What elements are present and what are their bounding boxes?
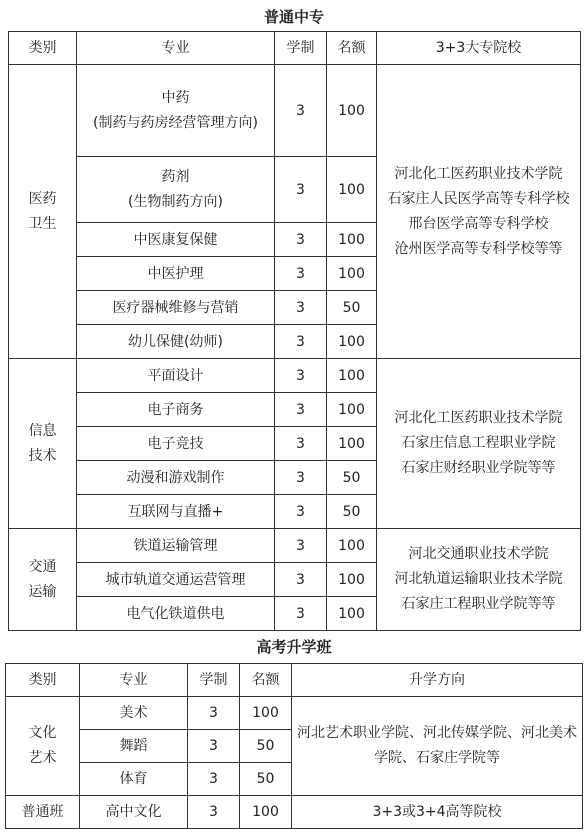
table-header-row	[6, 664, 583, 697]
major-cell: 中医康复保健	[77, 223, 275, 257]
quota-cell: 100	[240, 796, 292, 829]
quota-cell: 50	[240, 730, 292, 763]
schools-cell: 河北化工医药职业技术学院 石家庄人民医学高等专科学校 邢台医学高等专科学校 沧州医学高等专科学校等等	[377, 65, 581, 359]
years-cell: 3	[275, 529, 327, 563]
major-cell: 电气化铁道供电	[77, 597, 275, 631]
major-cell: 体育	[80, 763, 188, 796]
major-cell: 互联网与直播+	[77, 495, 275, 529]
category-cell: 信息 技术	[9, 359, 77, 529]
years-cell: 3	[275, 359, 327, 393]
years-cell: 3	[188, 730, 240, 763]
years-cell: 3	[275, 597, 327, 631]
years-cell: 3	[275, 325, 327, 359]
header-major: 专业	[80, 664, 188, 697]
major-cell: 药剂 (生物制药方向)	[77, 157, 275, 223]
quota-cell: 100	[327, 257, 377, 291]
header-years: 学制	[188, 664, 240, 697]
major-cell: 舞蹈	[80, 730, 188, 763]
header-years: 学制	[275, 32, 327, 65]
header-direction: 升学方向	[292, 664, 583, 697]
major-cell: 中医护理	[77, 257, 275, 291]
table-row	[6, 697, 583, 730]
years-cell: 3	[275, 427, 327, 461]
category-cell: 文化 艺术	[6, 697, 80, 796]
quota-cell: 100	[327, 359, 377, 393]
header-category: 类别	[9, 32, 77, 65]
quota-cell: 100	[327, 563, 377, 597]
section1-title: 普通中专	[263, 8, 324, 26]
years-cell: 3	[188, 763, 240, 796]
years-cell: 3	[188, 697, 240, 730]
direction-cell: 3+3或3+4高等院校	[292, 796, 583, 829]
quota-cell: 100	[327, 427, 377, 461]
quota-cell: 100	[327, 223, 377, 257]
years-cell: 3	[188, 796, 240, 829]
header-category: 类别	[6, 664, 80, 697]
table-row	[6, 796, 583, 829]
quota-cell: 50	[327, 291, 377, 325]
major-cell: 中药 (制药与药房经营管理方向)	[77, 65, 275, 157]
table-row	[9, 529, 581, 563]
direction-cell: 河北艺术职业学院、河北传媒学院、河北美术学院、石家庄学院等	[292, 697, 583, 796]
header-quota: 名额	[327, 32, 377, 65]
gaokao-table	[5, 663, 583, 829]
quota-cell: 100	[327, 597, 377, 631]
quota-cell: 100	[327, 529, 377, 563]
years-cell: 3	[275, 393, 327, 427]
schools-cell: 河北化工医药职业技术学院 石家庄信息工程职业学院 石家庄财经职业学院等等	[377, 359, 581, 529]
years-cell: 3	[275, 65, 327, 157]
table-header-row	[9, 32, 581, 65]
vocational-table	[8, 31, 581, 631]
category-cell: 普通班	[6, 796, 80, 829]
quota-cell: 100	[240, 697, 292, 730]
quota-cell: 100	[327, 65, 377, 157]
quota-cell: 100	[327, 157, 377, 223]
years-cell: 3	[275, 461, 327, 495]
header-quota: 名额	[240, 664, 292, 697]
category-cell: 医药 卫生	[9, 65, 77, 359]
years-cell: 3	[275, 257, 327, 291]
quota-cell: 50	[327, 495, 377, 529]
years-cell: 3	[275, 291, 327, 325]
table-row	[9, 359, 581, 393]
major-cell: 铁道运输管理	[77, 529, 275, 563]
section2-title: 高考升学班	[256, 638, 332, 656]
quota-cell: 100	[327, 325, 377, 359]
major-cell: 医疗器械维修与营销	[77, 291, 275, 325]
major-cell: 电子商务	[77, 393, 275, 427]
major-cell: 城市轨道交通运营管理	[77, 563, 275, 597]
schools-cell: 河北交通职业技术学院 河北轨道运输职业技术学院 石家庄工程职业学院等等	[377, 529, 581, 631]
header-schools: 3+3大专院校	[377, 32, 581, 65]
years-cell: 3	[275, 223, 327, 257]
years-cell: 3	[275, 157, 327, 223]
years-cell: 3	[275, 495, 327, 529]
quota-cell: 50	[327, 461, 377, 495]
table-row	[9, 65, 581, 157]
major-cell: 幼儿保健(幼师)	[77, 325, 275, 359]
category-cell: 交通 运输	[9, 529, 77, 631]
major-cell: 平面设计	[77, 359, 275, 393]
years-cell: 3	[275, 563, 327, 597]
major-cell: 动漫和游戏制作	[77, 461, 275, 495]
quota-cell: 50	[240, 763, 292, 796]
major-cell: 电子竞技	[77, 427, 275, 461]
major-cell: 高中文化	[80, 796, 188, 829]
major-cell: 美术	[80, 697, 188, 730]
quota-cell: 100	[327, 393, 377, 427]
header-major: 专业	[77, 32, 275, 65]
